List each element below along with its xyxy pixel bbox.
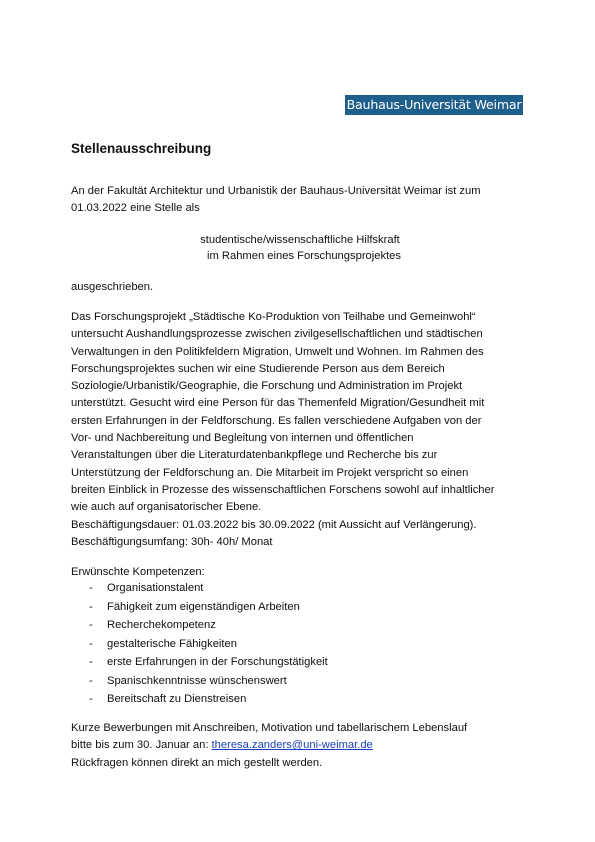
description-line: Unterstützung der Feldforschung an. Die Mitarbeit im Projekt verspricht so einen	[71, 466, 469, 479]
position-title	[150, 232, 450, 264]
description-line: Verwaltungen in den Politikfeldern Migration, Umwelt und Wohnen. Im Rahmen des	[71, 345, 484, 358]
position-title-line: im Rahmen eines Forschungsprojektes	[206, 250, 401, 262]
bullet-dash: -	[89, 600, 93, 613]
intro-paragraph	[71, 183, 531, 218]
employment-duration: Beschäftigungsdauer: 01.03.2022 bis 30.09.2022 (mit Aussicht auf Verlängerung).	[71, 519, 477, 531]
competency-label: Fähigkeit zum eigenständigen Arbeiten	[107, 600, 300, 613]
bullet-dash: -	[89, 693, 93, 705]
bullet-dash: -	[89, 619, 93, 631]
description-paragraph	[71, 309, 531, 517]
description-line: Veranstaltungen über die Literaturdatenbankpflege und Recherche bis zur	[71, 449, 438, 462]
competency-label: Bereitschaft zu Dienstreisen	[107, 693, 247, 705]
application-line: Kurze Bewerbungen mit Anschreiben, Motivation und tabellarischem Lebenslauf	[71, 722, 468, 734]
competency-label: gestalterische Fähigkeiten	[107, 637, 237, 650]
description-line: Forschungsprojektes suchen wir eine Studierende Person aus dem Bereich	[71, 362, 445, 375]
description-line: Vor- und Nachbereitung und Begleitung von internen und öffentlichen	[71, 432, 414, 445]
description-line: Soziologie/Urbanistik/Geographie, die Forschung und Administration im Projekt	[71, 380, 463, 393]
description-line: wie auch auf organisatorischer Ebene.	[71, 501, 262, 514]
competency-label: Organisationstalent	[107, 582, 204, 594]
competency-label: Spanischkenntnisse wünschenswert	[107, 674, 287, 687]
competencies-heading: Erwünschte Kompetenzen:	[71, 566, 205, 578]
application-line	[71, 737, 531, 754]
employment-scope: Beschäftigungsumfang: 30h- 40h/ Monat	[71, 536, 273, 549]
application-deadline: bitte bis zum 30. Januar an:	[71, 739, 212, 752]
intro-line: 01.03.2022 eine Stelle als	[71, 202, 200, 215]
page-title: Stellenausschreibung	[71, 141, 212, 156]
bullet-dash: -	[89, 656, 93, 668]
competency-label: Recherchekompetenz	[107, 619, 216, 631]
bullet-dash: -	[89, 674, 93, 687]
contact-email-link[interactable]: theresa.zanders@uni-weimar.de	[211, 739, 373, 752]
advertised-text	[71, 279, 531, 296]
application-line: Rückfragen können direkt an mich gestellt werden.	[71, 756, 323, 769]
description-line: Das Forschungsprojekt „Städtische Ko-Produktion von Teilhabe und Gemeinwohl“	[71, 311, 476, 323]
bullet-dash: -	[89, 582, 93, 594]
application-paragraph	[71, 720, 531, 772]
competency-label: erste Erfahrungen in der Forschungstätigkeit	[107, 656, 328, 668]
intro-line: An der Fakultät Architektur und Urbanistik der Bauhaus-Universität Weimar ist zum	[71, 185, 481, 197]
university-logo: Bauhaus-Universität Weimar	[345, 95, 523, 115]
position-title-line: studentische/wissenschaftliche Hilfskraft	[200, 234, 400, 246]
employment-details	[71, 517, 531, 552]
advertised-line: ausgeschrieben.	[71, 281, 154, 293]
description-line: untersucht Aushandlungsprozesse zwischen zivilgesellschaftlichen und städtischen	[71, 328, 483, 341]
bullet-dash: -	[89, 637, 93, 650]
description-line: breiten Einblick in Prozesse des wissenschaftlichen Forschens sowohl auf inhaltlicher	[71, 483, 495, 496]
description-line: unterstützt. Gesucht wird eine Person für das Themenfeld Migration/Gesundheit mit	[71, 397, 485, 410]
description-line: ersten Erfahrungen in der Feldforschung. Es fallen verschiedene Aufgaben von der	[71, 414, 482, 427]
